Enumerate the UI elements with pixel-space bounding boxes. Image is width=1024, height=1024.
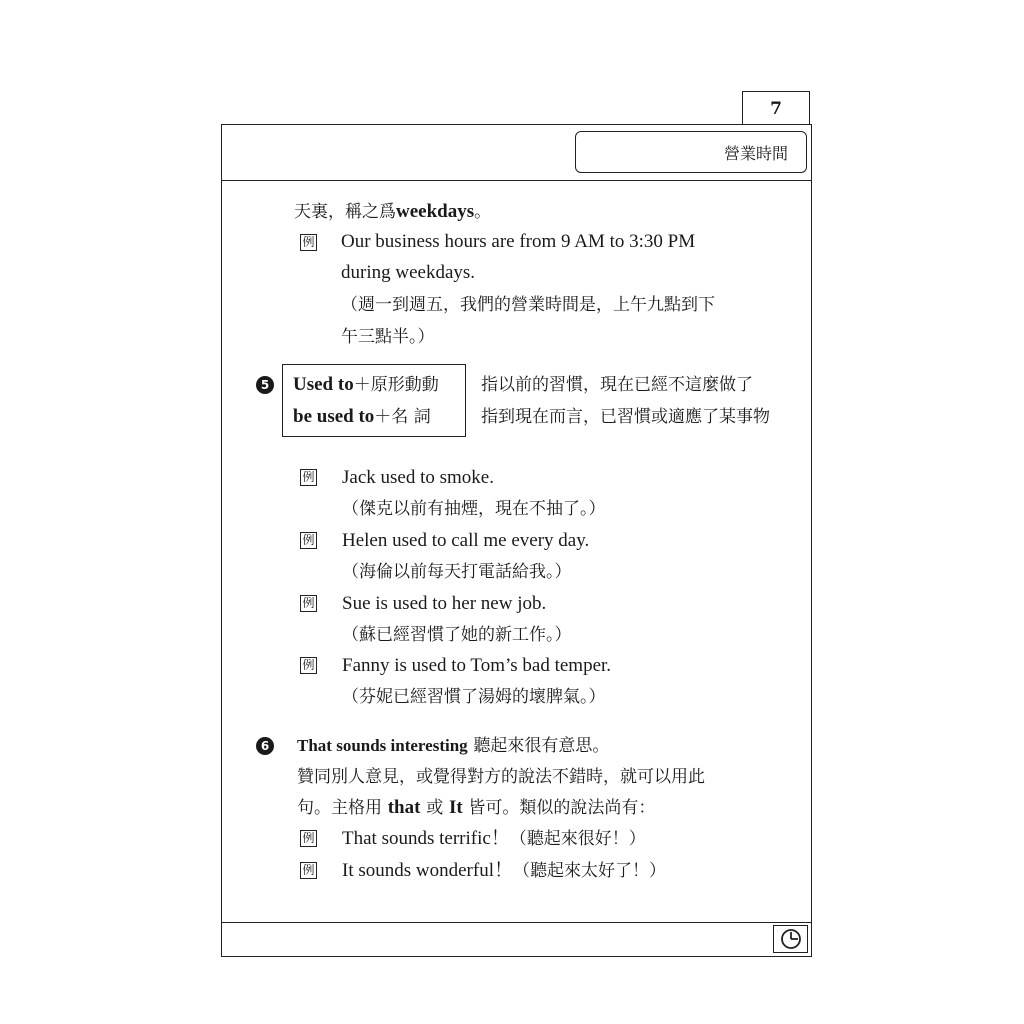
rule-term: Used to bbox=[293, 374, 354, 395]
section-number-5: 5 bbox=[256, 376, 274, 394]
intro-text-zh: 天裏，稱之爲 bbox=[294, 202, 396, 222]
example-translation: （芬妮已經習慣了湯姆的壞脾氣。） bbox=[342, 687, 606, 707]
example-english: Our business hours are from 9 AM to 3:30 PM bbox=[341, 231, 696, 252]
example-translation: （蘇已經習慣了她的新工作。） bbox=[342, 625, 572, 645]
body-text: 句。主格用 bbox=[297, 798, 382, 818]
body-text: 皆可。類似的說法尚有： bbox=[468, 798, 656, 818]
example-marker: 例 bbox=[300, 830, 317, 847]
example-english: during weekdays. bbox=[341, 262, 476, 283]
section6-body bbox=[297, 796, 655, 820]
example-marker: 例 bbox=[300, 595, 317, 612]
heading-translation: 聽起來很有意思。 bbox=[473, 736, 610, 756]
grammar-rule-1 bbox=[293, 373, 439, 397]
rule-description: 指以前的習慣，現在已經不這麼做了 bbox=[481, 375, 753, 395]
body-term: It bbox=[448, 797, 463, 818]
example-marker: 例 bbox=[300, 657, 317, 674]
example-line bbox=[342, 827, 646, 851]
rule-pattern: ＋名 詞 bbox=[374, 407, 431, 427]
section6-body: 贊同別人意見，或覺得對方的說法不錯時，就可以用此 bbox=[297, 767, 705, 787]
rule-description: 指到現在而言，已習慣或適應了某事物 bbox=[481, 407, 770, 427]
example-english: Sue is used to her new job. bbox=[342, 593, 547, 614]
example-english: That sounds terrific！ bbox=[342, 828, 510, 849]
example-marker: 例 bbox=[300, 862, 317, 879]
example-english: Fanny is used to Tom’s bad temper. bbox=[342, 655, 612, 676]
example-translation: （週一到週五，我們的營業時間是，上午九點到下 bbox=[341, 295, 715, 315]
intro-period: 。 bbox=[474, 202, 492, 222]
example-english: It sounds wonderful！ bbox=[342, 860, 513, 881]
header-divider bbox=[221, 180, 812, 181]
clock-icon bbox=[773, 925, 808, 953]
grammar-rule-2 bbox=[293, 405, 431, 429]
intro-line bbox=[294, 200, 491, 224]
example-english: Jack used to smoke. bbox=[342, 467, 494, 488]
section-title: 營業時間 bbox=[575, 131, 807, 173]
example-marker: 例 bbox=[300, 469, 317, 486]
heading-english: That sounds interesting bbox=[297, 736, 468, 755]
rule-term: be used to bbox=[293, 406, 375, 427]
example-translation: （聽起來太好了！） bbox=[512, 861, 666, 881]
section-number-6: 6 bbox=[256, 737, 274, 755]
body-text: 或 bbox=[426, 798, 444, 818]
example-translation: 午三點半。） bbox=[341, 327, 435, 347]
example-marker: 例 bbox=[300, 532, 317, 549]
example-english: Helen used to call me every day. bbox=[342, 530, 590, 551]
page-number: 7 bbox=[742, 91, 810, 125]
footer-divider bbox=[221, 922, 812, 923]
example-translation: （海倫以前每天打電話給我。） bbox=[342, 562, 572, 582]
body-term: that bbox=[387, 797, 421, 818]
example-translation: （聽起來很好！） bbox=[509, 829, 646, 849]
rule-pattern: ＋原形動動 bbox=[353, 375, 439, 395]
example-line bbox=[342, 859, 666, 883]
section6-heading bbox=[297, 734, 609, 758]
example-marker: 例 bbox=[300, 234, 317, 251]
example-translation: （傑克以前有抽煙，現在不抽了。） bbox=[342, 499, 606, 519]
intro-term: weekdays bbox=[396, 201, 475, 222]
